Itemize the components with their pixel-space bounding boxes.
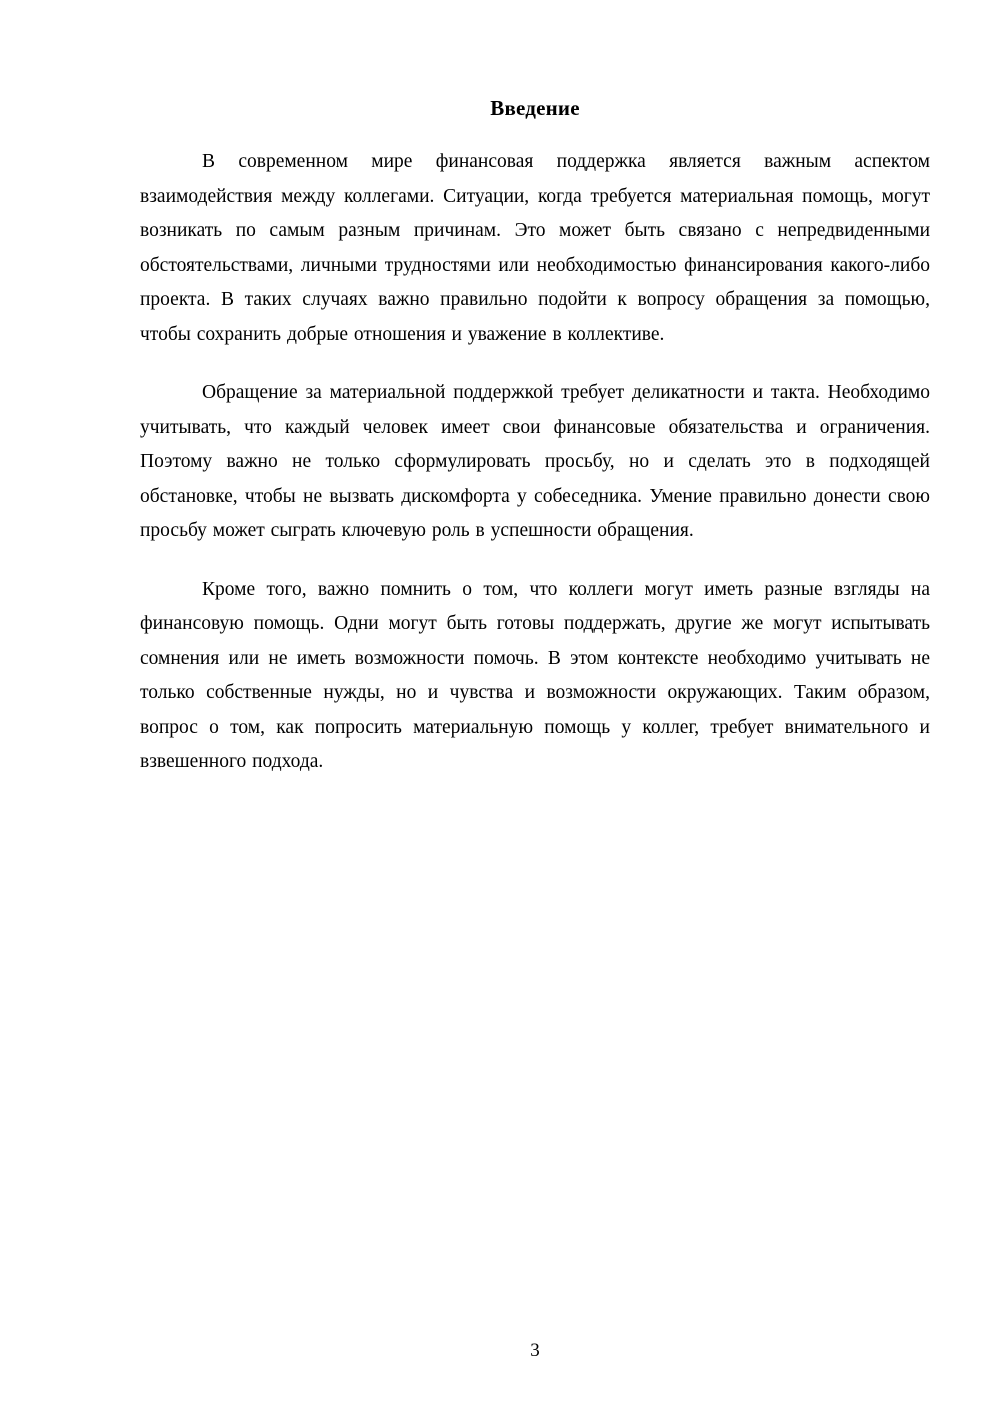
paragraph-intro-2: Обращение за материальной поддержкой требует деликатности и такта. Необходимо учитывать, что каждый человек имеет свои финансовые обязательства и ограничения. Поэтому важно не только сформулировать просьбу, но и сделать это в подходящей обстановке, чтобы не вызвать дискомфорта у собеседника. Умение правильно донести свою просьбу может сыграть ключевую роль в успешности обращения.	[140, 382, 930, 541]
page-number: 3	[530, 1340, 540, 1361]
paragraph-intro-1: В современном мире финансовая поддержка является важным аспектом взаимодействия между коллегами. Ситуации, когда требуется материальная помощь, могут возникать по самым разным причинам. Это может быть связано с непредвиденными обстоятельствами, личными трудностями или необходимостью финансирования какого-либо проекта. В таких случаях важно правильно подойти к вопросу обращения за помощью, чтобы сохранить добрые отношения и уважение в коллективе.	[140, 151, 930, 345]
paragraph-intro-3: Кроме того, важно помнить о том, что коллеги могут иметь разные взгляды на финансовую помощь. Одни могут быть готовы поддержать, другие же могут испытывать сомнения или не иметь возможности помочь. В этом контексте необходимо учитывать не только собственные нужды, но и чувства и возможности окружающих. Таким образом, вопрос о том, как попросить материальную помощь у коллег, требует внимательного и взвешенного подхода.	[140, 578, 930, 772]
page-title: Введение	[490, 96, 580, 120]
document-content	[140, 96, 930, 804]
